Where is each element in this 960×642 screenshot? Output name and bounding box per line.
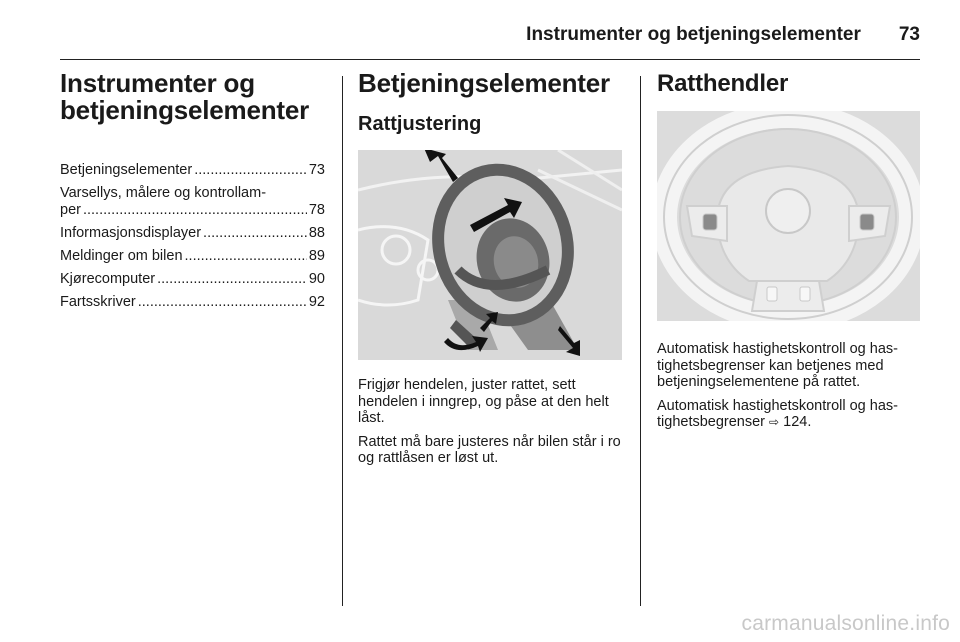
toc-entry[interactable]: Fartsskriver ..... 92 <box>60 294 325 311</box>
column-divider <box>342 76 343 606</box>
steering-controls-column <box>657 70 920 438</box>
paragraph: Automatisk hastighetskontroll og hastighetsbegrenser kan betjenes med betjeningselementene på rattet. <box>657 341 898 390</box>
running-header <box>60 18 920 52</box>
toc-entry[interactable]: Meldinger om bilen ..... 89 <box>60 248 325 265</box>
section-title: Betjeningselementer <box>358 68 610 98</box>
chapter-title-line1: Instrumenter og <box>60 68 255 98</box>
page-reference-icon: ⇨ <box>769 415 780 429</box>
header-rule <box>60 59 920 60</box>
page-reference[interactable]: 124. <box>783 414 812 430</box>
chapter-title-line2: betjeningselementer <box>60 95 310 125</box>
steering-wheel-illustration <box>657 111 920 321</box>
paragraph: Rattet må bare justeres når bilen står i ro og rattlåsen er løst ut. <box>358 433 621 466</box>
page-number: 73 <box>898 24 920 45</box>
controls-column <box>358 70 622 474</box>
chapter-column <box>60 70 325 317</box>
toc-entry[interactable]: Kjørecomputer ..... 90 <box>60 271 325 288</box>
toc-entry[interactable]: Informasjonsdisplayer ..... 88 <box>60 225 325 242</box>
toc-entry[interactable]: Betjeningselementer ..... 73 <box>60 162 325 179</box>
toc-entry[interactable]: Varsellys, målere og kontrollam- per ..... 78 <box>60 185 325 219</box>
subsection-title: Rattjustering <box>358 113 482 135</box>
section-title: Ratthendler <box>657 70 789 97</box>
steering-adjustment-illustration <box>358 150 622 360</box>
section-body <box>358 377 622 467</box>
column-divider <box>640 76 641 606</box>
paragraph: Frigjør hendelen, juster rattet, sett hendelen i inngrep, og påse at den helt låst. <box>358 377 609 426</box>
table-of-contents <box>60 162 325 311</box>
watermark: carmanualsonline.info <box>741 612 950 635</box>
section-body <box>657 341 920 431</box>
paragraph: Automatisk hastighetskontroll og hastighetsbegrenser ⇨ 124. <box>657 397 898 430</box>
chapter-title <box>60 70 325 124</box>
header-title: Instrumenter og betjeningselementer <box>526 24 861 45</box>
